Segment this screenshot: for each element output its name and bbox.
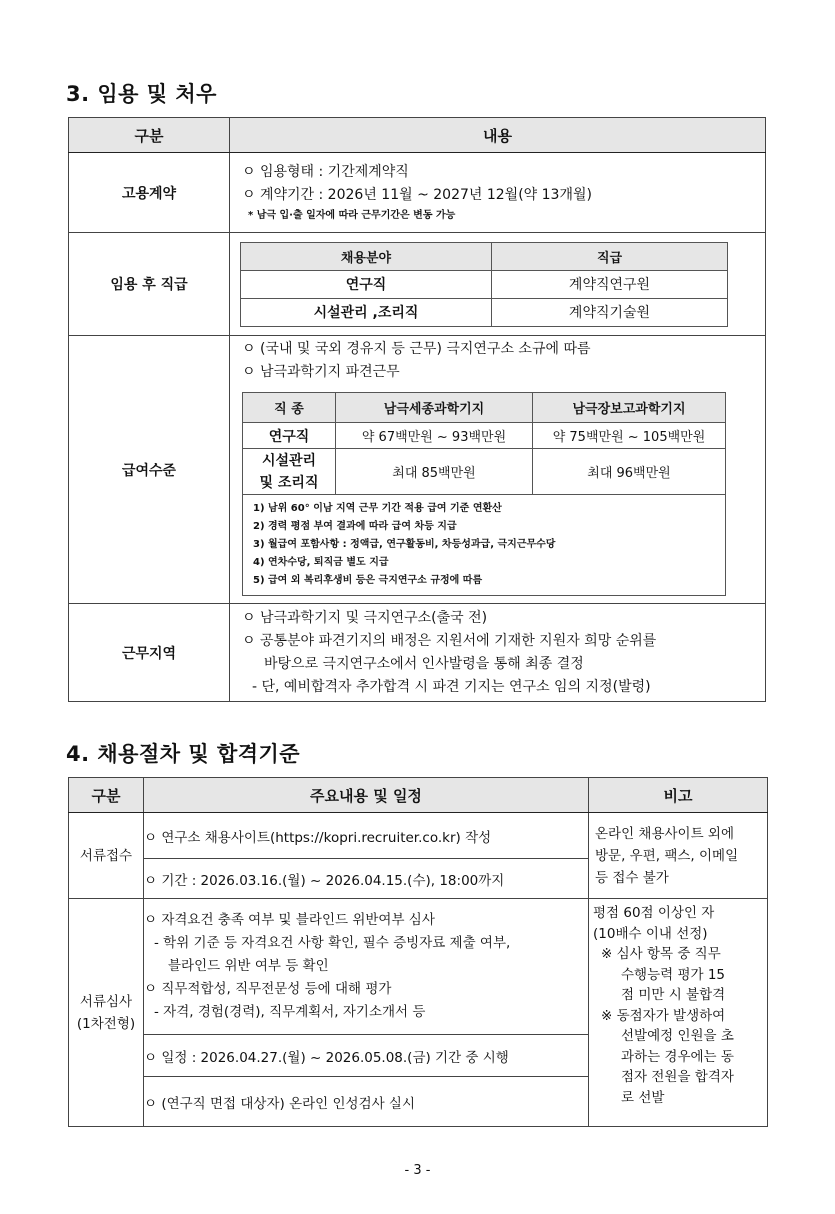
receipt-remark-line: 등 접수 불가 — [595, 869, 669, 886]
location-label: 근무지역 — [69, 604, 230, 702]
salary-job-research: 연구직 — [243, 423, 336, 449]
salary-note: 3) 월급여 포함사항 : 정액급, 연구활동비, 차등성과급, 극지근무수당 — [253, 539, 556, 550]
review-line: ㅇ 직무적합성, 직무전문성 등에 대해 평가 — [144, 981, 392, 997]
page-number: - 3 - — [404, 1163, 431, 1178]
review-remark-line: ※ 동점자가 발생하여 — [601, 1007, 726, 1024]
salary-note: 2) 경력 평점 부여 결과에 따라 급여 차등 지급 — [253, 521, 457, 532]
location-line3: 바탕으로 극지연구소에서 인사발령을 통해 최종 결정 — [264, 655, 584, 672]
salary-head-sejong: 남극세종과학기지 — [336, 393, 533, 423]
review-remark-line: (10배수 이내 선정) — [593, 925, 708, 942]
review-line: ㅇ 자격요건 충족 여부 및 블라인드 위반여부 심사 — [144, 912, 435, 928]
review-remark-line: 로 선발 — [621, 1089, 665, 1106]
employment-type: ㅇ 임용형태 : 기간제계약직 — [242, 163, 409, 180]
rank-head-rank: 직급 — [492, 242, 728, 270]
receipt-site: ㅇ 연구소 채용사이트(https://kopri.recruiter.co.kr) 작성 — [144, 813, 589, 859]
review-line: 블라인드 위반 여부 등 확인 — [168, 958, 329, 974]
review-schedule: ㅇ 일정 : 2026.04.27.(월) ~ 2026.05.08.(금) 기간 중 시행 — [144, 1035, 589, 1077]
doc-review-label-2: (1차전형) — [76, 1015, 136, 1032]
employment-label: 고용계약 — [69, 153, 230, 233]
rank-table — [240, 242, 728, 327]
salary-research-jangbogo: 약 75백만원 ~ 105백만원 — [533, 423, 726, 449]
review-remark-line: 과하는 경우에는 동 — [621, 1048, 734, 1065]
location-line4: - 단, 예비합격자 추가합격 시 파견 기지는 연구소 임의 지정(발령) — [252, 678, 651, 695]
facility-line-a: 시설관리 — [261, 452, 317, 469]
review-remark — [589, 899, 768, 1127]
salary-table — [242, 392, 726, 596]
rank-value: 계약직연구원 — [492, 270, 728, 298]
salary-note: 5) 급여 외 복리후생비 등은 극지연구소 규정에 따름 — [253, 575, 483, 586]
review-remark-line: 평점 60점 이상인 자 — [593, 905, 715, 921]
review-criteria — [144, 899, 589, 1035]
salary-research-sejong: 약 67백만원 ~ 93백만원 — [336, 423, 533, 449]
rank-value: 계약직기술원 — [492, 298, 728, 326]
doc-review-label-1: 서류심사 — [79, 993, 133, 1010]
salary-note: 1) 남위 60° 이남 지역 근무 기간 적용 급여 기준 연환산 — [253, 503, 502, 514]
doc-review-label — [69, 899, 144, 1127]
salary-note: 4) 연차수당, 퇴직금 별도 지급 — [253, 557, 389, 568]
facility-line-b: 및 조리직 — [259, 474, 319, 491]
review-line: - 학위 기준 등 자격요건 사항 확인, 필수 증빙자료 제출 여부, — [154, 935, 511, 951]
rank-field: 연구직 — [241, 270, 492, 298]
review-remark-line: ※ 심사 항목 중 직무 — [601, 946, 721, 962]
rank-head-field: 채용분야 — [241, 242, 492, 270]
doc-receipt-label: 서류접수 — [69, 813, 144, 899]
salary-facility-jangbogo: 최대 96백만원 — [533, 449, 726, 495]
salary-job-facility — [243, 449, 336, 495]
personality-test: ㅇ (연구직 면접 대상자) 온라인 인성검사 실시 — [144, 1077, 589, 1127]
period-note: * 남극 입·출 일자에 따라 근무기간은 변동 가능 — [248, 209, 456, 221]
review-line: - 자격, 경험(경력), 직무계획서, 자기소개서 등 — [154, 1004, 426, 1020]
header-remark: 비고 — [589, 778, 768, 813]
review-remark-line: 선발예정 인원을 초 — [621, 1028, 734, 1044]
receipt-remark — [589, 813, 768, 899]
section3-title: 3. 임용 및 처우 — [66, 82, 217, 106]
contract-period: ㅇ 계약기간 : 2026년 11월 ~ 2027년 12월(약 13개월) — [242, 186, 592, 203]
header-category: 구분 — [69, 778, 144, 813]
rank-label: 임용 후 직급 — [69, 233, 230, 336]
review-remark-line: 수행능력 평가 15 — [621, 966, 726, 983]
header-main: 주요내용 및 일정 — [144, 778, 589, 813]
appointment-table — [68, 117, 766, 702]
salary-head-job: 직 종 — [243, 393, 336, 423]
receipt-period: ㅇ 기간 : 2026.03.16.(월) ~ 2026.04.15.(수), 18:00까지 — [144, 859, 589, 899]
salary-facility-sejong: 최대 85백만원 — [336, 449, 533, 495]
receipt-remark-line: 방문, 우편, 팩스, 이메일 — [595, 847, 739, 864]
location-line2: ㅇ 공통분야 파견기지의 배정은 지원서에 기재한 지원자 희망 순위를 — [242, 632, 657, 649]
salary-head-jangbogo: 남극장보고과학기지 — [533, 393, 726, 423]
salary-notes — [243, 495, 726, 596]
section4-title: 4. 채용절차 및 합격기준 — [66, 742, 301, 766]
header-content: 내용 — [230, 118, 766, 153]
rank-field: 시설관리 ,조리직 — [241, 298, 492, 326]
review-remark-line: 점 미만 시 불합격 — [621, 987, 726, 1003]
salary-line1: ㅇ (국내 및 국외 경유지 등 근무) 극지연구소 소규에 따름 — [242, 341, 591, 357]
review-remark-line: 점자 전원을 합격자 — [621, 1069, 734, 1085]
salary-label: 급여수준 — [69, 336, 230, 604]
procedure-table — [68, 777, 768, 1127]
receipt-remark-line: 온라인 채용사이트 외에 — [595, 825, 734, 842]
salary-line2: ㅇ 남극과학기지 파견근무 — [242, 364, 400, 380]
location-line1: ㅇ 남극과학기지 및 극지연구소(출국 전) — [242, 609, 488, 626]
header-category: 구분 — [69, 118, 230, 153]
